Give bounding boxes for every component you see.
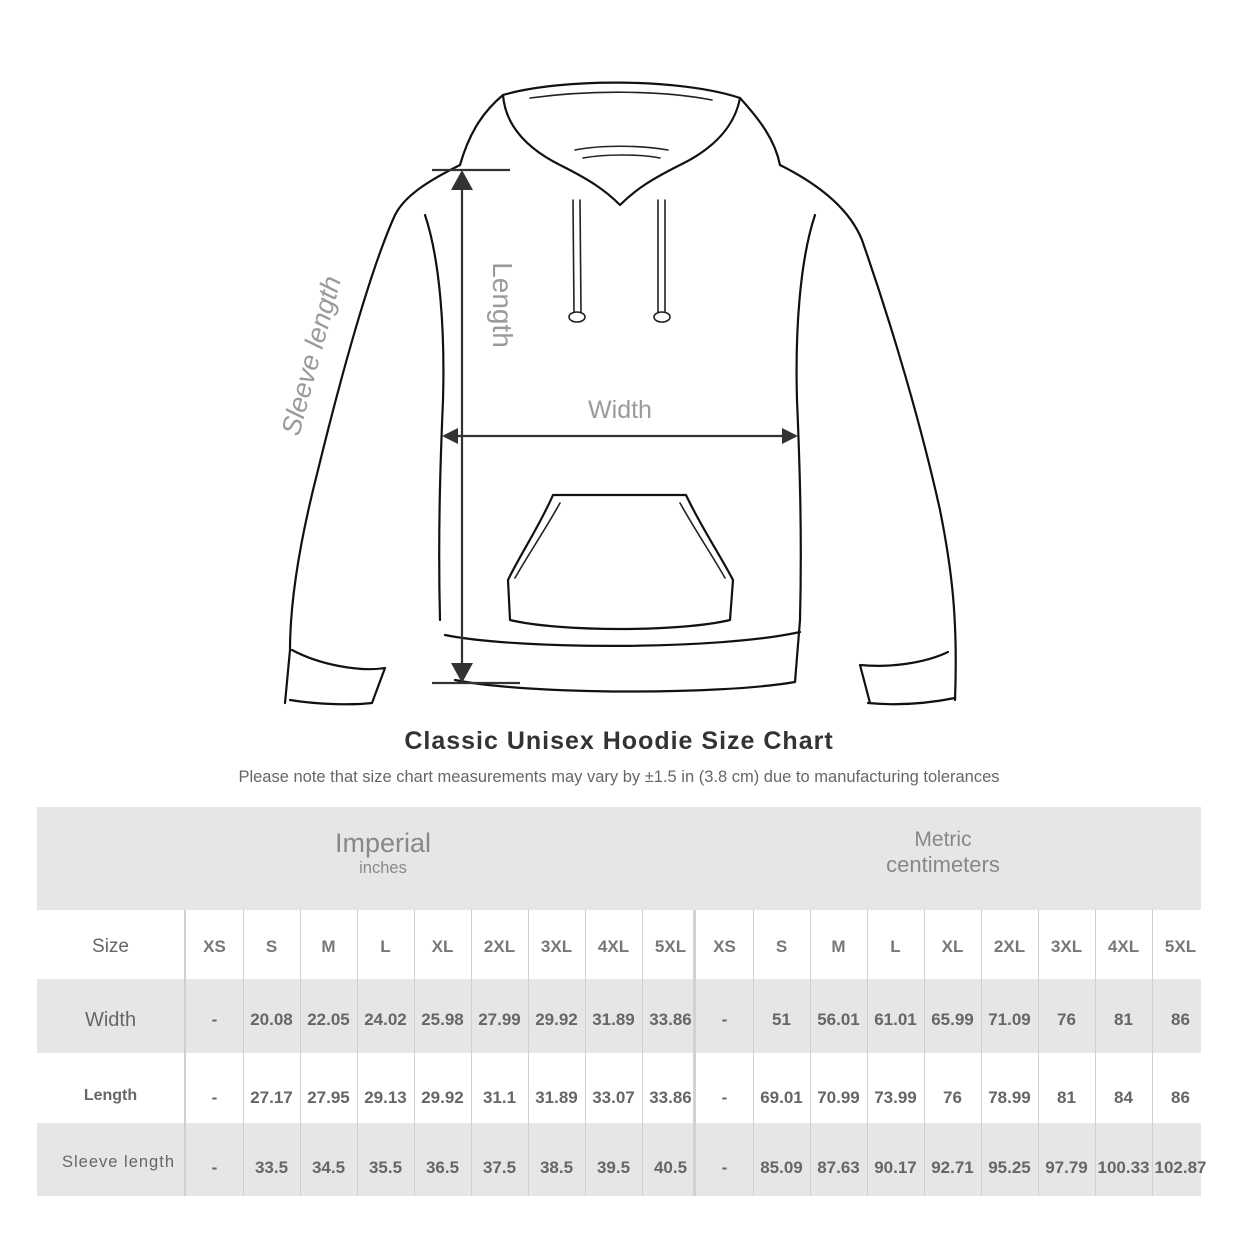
metric-width-cell: 76: [1057, 1010, 1076, 1029]
metric-width-cell: 86: [1171, 1010, 1190, 1029]
metric-sleeve-cell: 85.09: [760, 1158, 803, 1177]
imperial-sleeve-cell: 37.5: [482, 1158, 517, 1177]
imperial-width-cell: 22.05: [307, 1010, 350, 1029]
width-row-label: Width: [84, 1009, 137, 1031]
imperial-sleeve-cell: 40.5: [653, 1158, 688, 1177]
imperial-sleeve-cell: -: [211, 1158, 218, 1177]
metric-sleeve-cell: 87.63: [817, 1158, 860, 1177]
imperial-sleeve-cell: 35.5: [368, 1158, 403, 1177]
drawstring-right-tip: [654, 312, 670, 322]
imperial-size-header: M: [321, 937, 336, 956]
collar: [575, 146, 668, 158]
size-table: [37, 807, 1207, 1196]
metric-size-header: S: [775, 937, 788, 956]
width-arrow-left: [442, 428, 458, 444]
metric-sleeve-cell: 90.17: [874, 1158, 917, 1177]
waistband: [445, 620, 800, 692]
drawstring-right: [658, 200, 665, 312]
pocket: [508, 495, 733, 629]
metric-length-cell: -: [721, 1088, 728, 1107]
metric-width-cell: 51: [772, 1010, 791, 1029]
metric-size-header: XL: [941, 937, 964, 956]
imperial-size-header: S: [265, 937, 278, 956]
drawstring-left-tip: [569, 312, 585, 322]
imperial-length-cell: 29.92: [421, 1088, 464, 1107]
imperial-width-cell: 27.99: [478, 1010, 521, 1029]
metric-length-cell: 73.99: [874, 1088, 917, 1107]
width-label: Width: [588, 396, 652, 424]
imperial-sleeve-cell: 33.5: [254, 1158, 289, 1177]
hood-outline: [460, 83, 780, 165]
left-cuff: [290, 650, 385, 704]
metric-length-cell: 70.99: [817, 1088, 860, 1107]
hood-seam: [530, 92, 712, 100]
imperial-width-cell: 29.92: [535, 1010, 578, 1029]
chart-note: Please note that size chart measurements may vary by ±1.5 in (3.8 cm) due to manufacturing tolerances: [238, 768, 1000, 786]
metric-width-cell: 71.09: [988, 1010, 1031, 1029]
metric-size-header: 5XL: [1164, 937, 1197, 956]
metric-sleeve-cell: 102.87: [1154, 1158, 1207, 1177]
metric-size-header: M: [831, 937, 846, 956]
right-armhole: [797, 215, 815, 620]
metric-title: Metric: [914, 828, 972, 851]
imperial-size-header: 3XL: [540, 937, 573, 956]
imperial-title: Imperial: [334, 828, 432, 858]
width-arrow-right: [782, 428, 798, 444]
metric-length-cell: 84: [1114, 1088, 1133, 1107]
imperial-unit: inches: [359, 859, 407, 877]
metric-sleeve-cell: 97.79: [1045, 1158, 1088, 1177]
metric-size-header: 4XL: [1107, 937, 1140, 956]
imperial-length-cell: 31.1: [482, 1088, 517, 1107]
imperial-size-header: 4XL: [597, 937, 630, 956]
metric-sleeve-cell: -: [721, 1158, 728, 1177]
imperial-size-header: 2XL: [483, 937, 516, 956]
imperial-length-cell: 31.89: [535, 1088, 578, 1107]
metric-width-cell: 56.01: [817, 1010, 860, 1029]
size-row-label: Size: [92, 936, 129, 957]
metric-width-cell: 81: [1114, 1010, 1133, 1029]
metric-length-cell: 76: [943, 1088, 962, 1107]
imperial-size-header: XS: [203, 937, 226, 956]
metric-size-header: 2XL: [993, 937, 1026, 956]
left-armhole: [425, 215, 443, 620]
imperial-length-cell: 33.07: [592, 1088, 635, 1107]
imperial-size-header: 5XL: [654, 937, 687, 956]
imperial-size-header: XL: [431, 937, 454, 956]
hood-inner: [503, 95, 740, 205]
metric-length-cell: 78.99: [988, 1088, 1031, 1107]
chart-title: Classic Unisex Hoodie Size Chart: [404, 727, 834, 755]
imperial-length-cell: 27.17: [250, 1088, 293, 1107]
pocket-seam: [515, 503, 725, 578]
metric-size-header: XS: [713, 937, 736, 956]
metric-sleeve-cell: 100.33: [1097, 1158, 1150, 1177]
imperial-sleeve-cell: 39.5: [596, 1158, 631, 1177]
metric-sleeve-cell: 92.71: [931, 1158, 974, 1177]
metric-length-cell: 81: [1057, 1088, 1076, 1107]
imperial-width-cell: 33.86: [649, 1010, 692, 1029]
metric-size-header: 3XL: [1050, 937, 1083, 956]
metric-width-cell: 61.01: [874, 1010, 917, 1029]
imperial-size-header: L: [380, 937, 391, 956]
imperial-width-cell: -: [211, 1010, 218, 1029]
length-row-label: Length: [83, 1087, 138, 1104]
length-arrow-top: [451, 170, 473, 190]
imperial-length-cell: 29.13: [364, 1088, 407, 1107]
imperial-sleeve-cell: 38.5: [539, 1158, 574, 1177]
right-cuff: [860, 652, 955, 704]
imperial-width-cell: 24.02: [364, 1010, 407, 1029]
imperial-width-cell: 25.98: [421, 1010, 464, 1029]
imperial-length-cell: 33.86: [649, 1088, 692, 1107]
metric-width-cell: -: [721, 1010, 728, 1029]
imperial-sleeve-cell: 34.5: [311, 1158, 346, 1177]
imperial-length-cell: 27.95: [307, 1088, 350, 1107]
imperial-length-cell: -: [211, 1088, 218, 1107]
imperial-width-cell: 20.08: [250, 1010, 293, 1029]
metric-sleeve-cell: 95.25: [988, 1158, 1031, 1177]
length-label: Length: [487, 262, 518, 348]
sleeve-row-label: Sleeve length: [62, 1153, 175, 1171]
imperial-width-cell: 31.89: [592, 1010, 635, 1029]
metric-length-cell: 86: [1171, 1088, 1190, 1107]
sleeve-length-label: Sleeve length: [275, 272, 347, 439]
metric-length-cell: 69.01: [760, 1088, 803, 1107]
metric-width-cell: 65.99: [931, 1010, 974, 1029]
metric-size-header: L: [890, 937, 901, 956]
metric-unit: centimeters: [886, 852, 1000, 877]
drawstring-left: [573, 200, 581, 312]
imperial-sleeve-cell: 36.5: [425, 1158, 460, 1177]
